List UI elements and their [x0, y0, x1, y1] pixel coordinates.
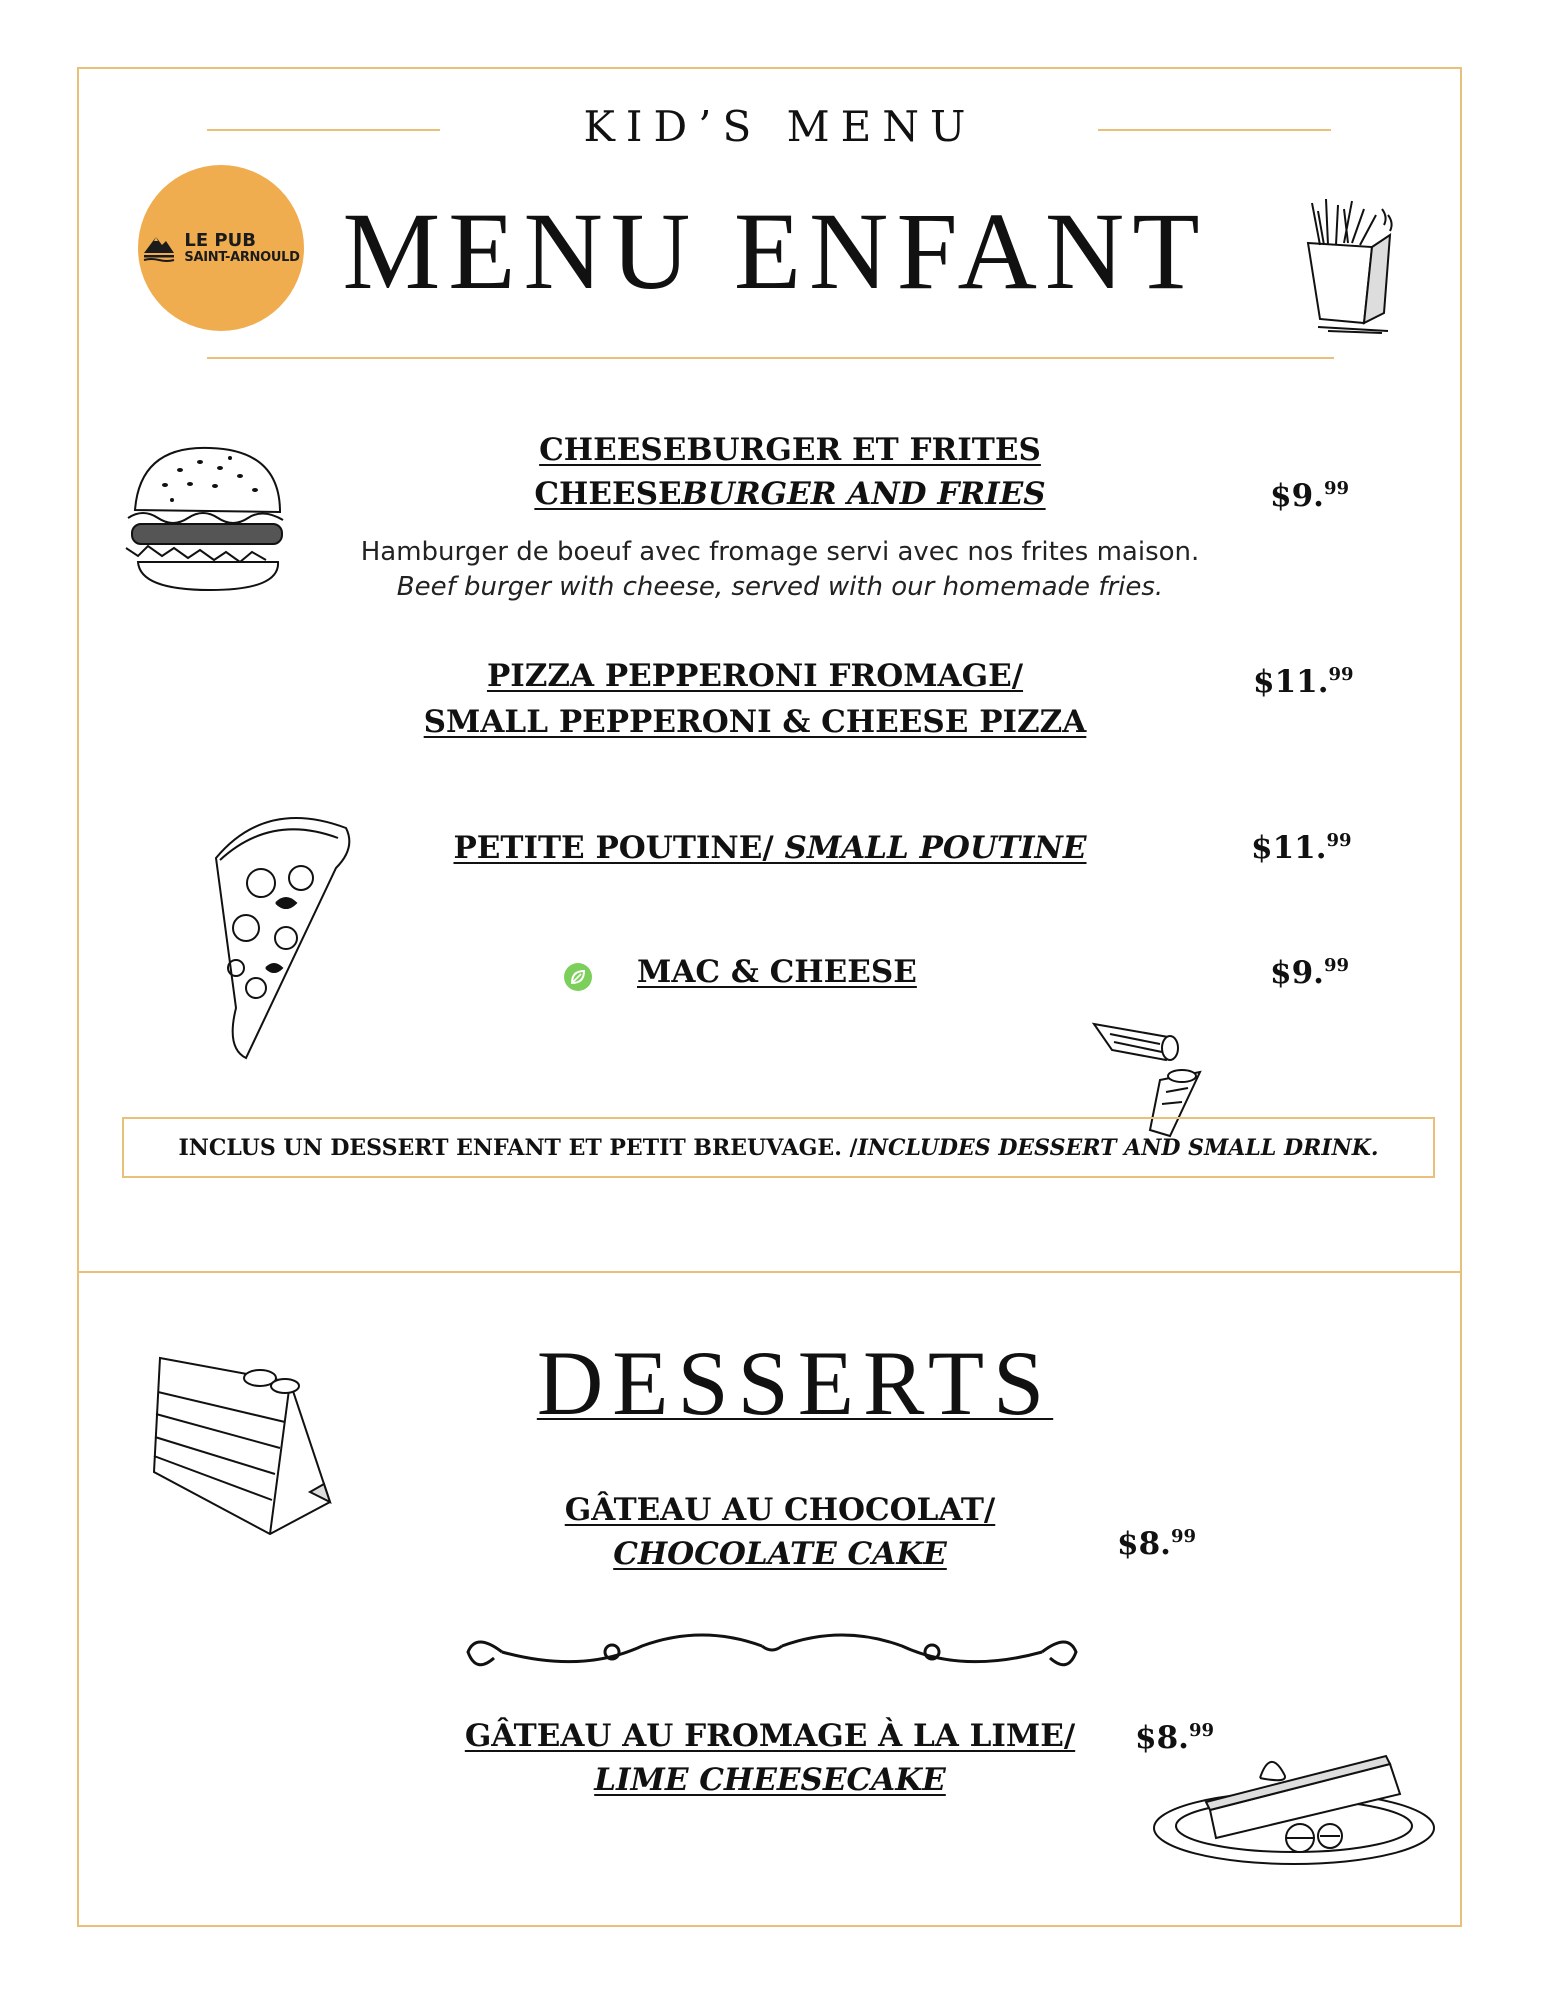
item-3-price-cents: 99 — [1326, 830, 1352, 851]
pizza-slice-icon — [206, 808, 366, 1068]
item-2-price-main: $11. — [1253, 664, 1329, 700]
item-4-price — [1270, 955, 1349, 991]
includes-note-en: INCLUDES DESSERT AND SMALL DRINK. — [857, 1134, 1379, 1161]
dessert-2-price-cents: 99 — [1188, 1720, 1214, 1741]
includes-note-fr: INCLUS UN DESSERT ENFANT ET PETIT BREUVAGE. / — [178, 1134, 858, 1161]
dessert-1-price-main: $8. — [1117, 1526, 1171, 1562]
section-divider — [77, 1271, 1462, 1273]
item-1-title-en-italic: BURGER AND FRIES — [681, 476, 1046, 512]
header-rule-bottom — [207, 357, 1334, 359]
item-4-price-main: $9. — [1270, 955, 1324, 991]
logo-line-2: SAINT-ARNOULD — [184, 249, 300, 265]
dessert-1-title-en: CHOCOLATE CAKE — [613, 1536, 947, 1572]
dessert-2-title-en: LIME CHEESECAKE — [594, 1762, 946, 1798]
header-rule-right — [1098, 129, 1331, 131]
item-3-title-en: SMALL POUTINE — [784, 830, 1087, 866]
item-2-price-cents: 99 — [1328, 664, 1354, 685]
cake-slice-icon — [140, 1352, 340, 1542]
item-2-title-line1: PIZZA PEPPERONI FROMAGE/ — [486, 658, 1024, 694]
includes-note — [122, 1117, 1435, 1178]
page-title: MENU ENFANT — [342, 190, 1208, 312]
burger-icon — [120, 440, 290, 600]
item-1-price — [1270, 478, 1349, 514]
item-3-price-main: $11. — [1251, 830, 1327, 866]
kids-menu-subtitle: KID’S MENU — [583, 102, 977, 151]
item-3-title — [420, 830, 1120, 866]
dessert-1-title-fr: GÂTEAU AU CHOCOLAT/ — [564, 1492, 996, 1528]
vegetarian-leaf-icon — [563, 962, 593, 992]
pub-logo — [138, 165, 304, 331]
pie-slice-icon — [1150, 1738, 1440, 1868]
logo-line-1: LE PUB — [184, 229, 256, 251]
flourish-divider — [462, 1624, 1082, 1680]
item-3-price — [1251, 830, 1352, 866]
item-1-desc-fr: Hamburger de boeuf avec fromage servi avec nos frites maison. — [360, 537, 1200, 567]
item-2-price — [1253, 664, 1354, 700]
dessert-1-price-cents: 99 — [1170, 1526, 1196, 1547]
item-3-title-fr: PETITE POUTINE/ — [453, 830, 785, 866]
mountain-logo-icon — [142, 231, 176, 265]
item-1-title-en — [440, 476, 1140, 512]
dessert-1-price — [1117, 1526, 1196, 1562]
item-2-title-line2: SMALL PEPPERONI & CHEESE PIZZA — [423, 704, 1087, 740]
desserts-title: DESSERTS — [536, 1332, 1054, 1434]
item-1-title-fr: CHEESEBURGER ET FRITES — [539, 432, 1041, 468]
fries-icon — [1298, 195, 1408, 335]
dessert-2-price-main: $8. — [1135, 1720, 1189, 1756]
dessert-2-title-fr: GÂTEAU AU FROMAGE À LA LIME/ — [464, 1718, 1076, 1754]
item-4-title: MAC & CHEESE — [637, 954, 917, 990]
header-rule-left — [207, 129, 440, 131]
item-1-title-en-regular: CHEESE — [534, 476, 682, 512]
item-4-price-cents: 99 — [1323, 955, 1349, 976]
item-1-price-main: $9. — [1270, 478, 1324, 514]
item-1-desc-en: Beef burger with cheese, served with our homemade fries. — [396, 572, 1164, 602]
item-1-price-cents: 99 — [1323, 478, 1349, 499]
